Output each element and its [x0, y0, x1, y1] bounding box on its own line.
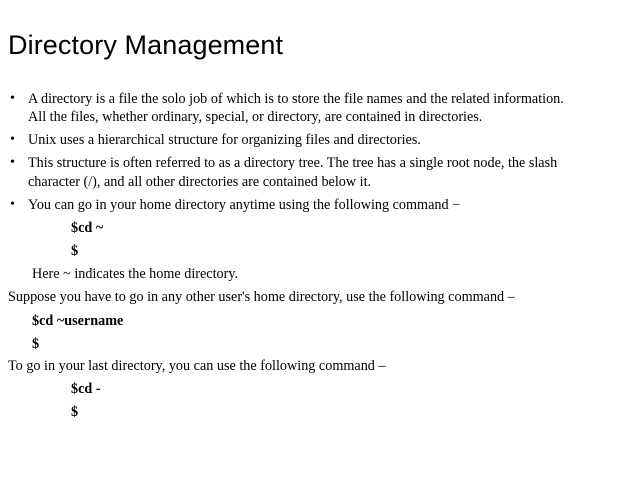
bullet-4-line-1: You can go in your home directory anytime using the following command − — [28, 197, 461, 213]
last-dir-text: To go in your last directory, you can use the following command – — [8, 358, 386, 374]
bullet-marker: • — [10, 155, 15, 170]
other-user-prompt: $ — [32, 336, 40, 352]
bullet-marker: • — [10, 197, 15, 212]
bullet-marker: • — [10, 91, 15, 106]
other-user-command: $cd ~username — [32, 313, 124, 329]
other-user-text: Suppose you have to go in any other user's home directory, use the following command – — [8, 289, 515, 305]
bullet-2-line-1: Unix uses a hierarchical structure for organizing files and directories. — [28, 132, 421, 148]
slide-title: Directory Management — [8, 30, 284, 60]
bullet-marker: • — [10, 132, 15, 147]
last-dir-command: $cd - — [71, 381, 101, 397]
home-prompt: $ — [71, 243, 79, 259]
home-note: Here ~ indicates the home directory. — [32, 266, 239, 282]
bullet-1-line-1: A directory is a file the solo job of which is to store the file names and the related information. — [28, 91, 564, 107]
bullet-3-line-1: This structure is often referred to as a directory tree. The tree has a single root node, the slash — [28, 155, 558, 171]
home-command: $cd ~ — [71, 220, 104, 236]
last-dir-prompt: $ — [71, 404, 79, 420]
bullet-1-line-2: All the files, whether ordinary, special, or directory, are contained in directories. — [28, 109, 483, 125]
bullet-3-line-2: character (/), and all other directories are contained below it. — [28, 174, 372, 190]
